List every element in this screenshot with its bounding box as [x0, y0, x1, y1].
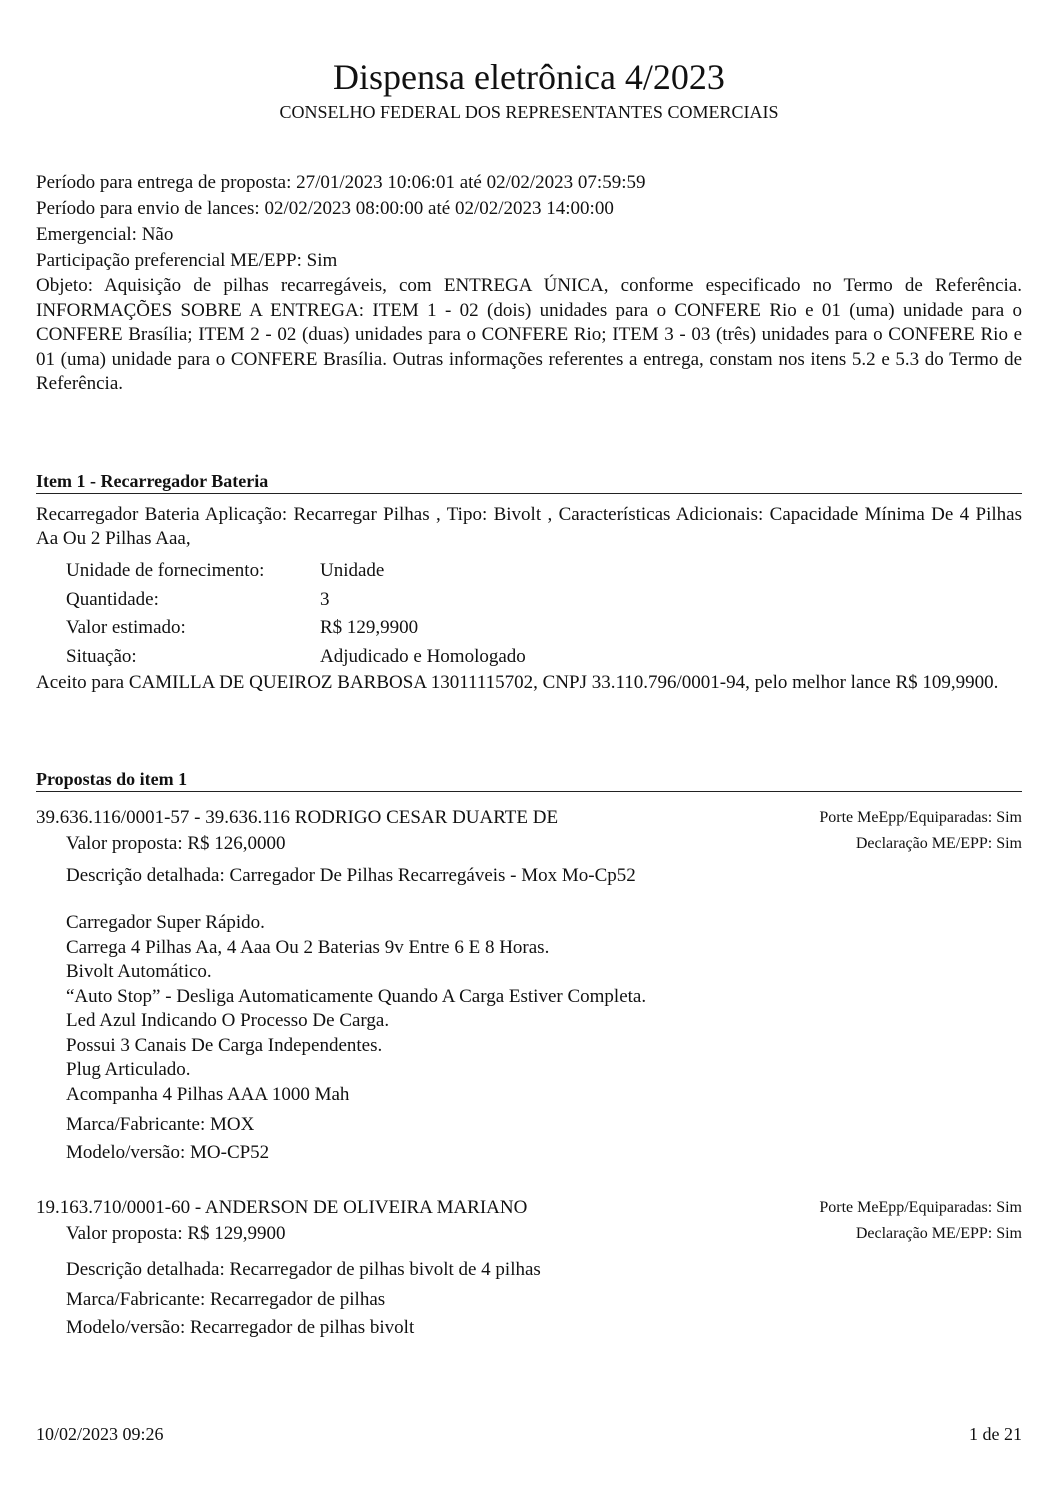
proposal-header-row — [36, 1195, 1022, 1221]
proposal-value-row — [36, 1221, 1022, 1247]
emergencial: Emergencial: Não — [36, 224, 174, 245]
field-label: Unidade de fornecimento: — [66, 560, 265, 581]
proposal-marca: Marca/Fabricante: MOX — [66, 1114, 255, 1135]
proposal-porte: Porte MeEpp/Equiparadas: Sim — [819, 809, 1022, 826]
proposal-marca: Marca/Fabricante: Recarregador de pilhas — [66, 1289, 386, 1310]
field-label: Valor estimado: — [66, 617, 186, 638]
item-heading: Item 1 - Recarregador Bateria — [36, 469, 1022, 494]
field-label: Situação: — [66, 645, 137, 667]
field-situacao — [36, 643, 1022, 672]
proposal-declaracao: Declaração ME/EPP: Sim — [855, 1225, 1022, 1242]
proposal-descricao: Descrição detalhada: Recarregador de pilhas bivolt de 4 pilhas — [66, 1259, 541, 1280]
field-value: Unidade — [320, 560, 385, 581]
proposal-header-row — [36, 805, 1022, 831]
field-quantidade — [36, 586, 1022, 615]
detail-line: Led Azul Indicando O Processo De Carga. — [66, 1010, 390, 1031]
page-number: 1 de 21 — [969, 1424, 1022, 1444]
field-valor-estimado — [36, 614, 1022, 643]
meta-section — [36, 170, 1022, 397]
detail-line: Bivolt Automático. — [66, 961, 212, 982]
page-footer — [36, 1422, 1022, 1446]
detail-line: Carrega 4 Pilhas Aa, 4 Aaa Ou 2 Baterias 9v Entre 6 E 8 Horas. — [66, 936, 550, 958]
proposal-card — [36, 1195, 1022, 1341]
field-label: Quantidade: — [66, 588, 159, 610]
detail-line: Plug Articulado. — [66, 1059, 191, 1080]
proposal-supplier: 39.636.116/0001-57 - 39.636.116 RODRIGO CESAR DUARTE DE — [36, 807, 559, 828]
footer-timestamp: 10/02/2023 09:26 — [36, 1424, 164, 1444]
proposal-descricao: Descrição detalhada: Carregador De Pilhas Recarregáveis - Mox Mo-Cp52 — [66, 865, 636, 886]
proposal-modelo: Modelo/versão: MO-CP52 — [66, 1142, 270, 1163]
proposal-valor: Valor proposta: R$ 126,0000 — [66, 833, 286, 854]
document-subtitle: CONSELHO FEDERAL DOS REPRESENTANTES COMERCIAIS — [279, 102, 779, 122]
field-value: R$ 129,9900 — [320, 617, 419, 638]
detail-line: Acompanha 4 Pilhas AAA 1000 Mah — [66, 1083, 350, 1105]
proposal-details — [36, 911, 1022, 1107]
proposal-porte: Porte MeEpp/Equiparadas: Sim — [819, 1199, 1022, 1216]
document-page — [36, 0, 1022, 1497]
item-description: Recarregador Bateria Aplicação: Recarregar Pilhas , Tipo: Bivolt , Características Adicionais: Capacidade Mínima De 4 Pilhas Aa Ou 2 Pilhas Aaa, — [36, 504, 1022, 549]
proposal-valor: Valor proposta: R$ 129,9900 — [66, 1223, 286, 1244]
field-unidade — [36, 557, 1022, 586]
periodo-proposta: Período para entrega de proposta: 27/01/2023 10:06:01 até 02/02/2023 07:59:59 — [36, 172, 646, 193]
objeto-text: Objeto: Aquisição de pilhas recarregáveis, com ENTREGA ÚNICA, conforme especificado no Termo de Referência. INFORMAÇÕES SOBRE A ENTREGA: ITEM 1 - 02 (dois) unidades para o CONFERE Rio e 01 (uma) unidade para o CONFERE Brasília; ITEM 2 - 02 (duas) unidades para o CONFERE Rio; ITEM 3 - 03 (três) unidades para o CONFERE Rio e 01 (uma) unidade para o CONFERE Brasília. Outras informações referentes a entrega, constam nos itens 5.2 e 5.3 do Termo de Referência. — [36, 275, 1022, 394]
proposals-heading: Propostas do item 1 — [36, 767, 1022, 792]
proposal-value-row — [36, 831, 1022, 857]
proposal-declaracao: Declaração ME/EPP: Sim — [855, 835, 1022, 852]
participacao-preferencial: Participação preferencial ME/EPP: Sim — [36, 250, 338, 271]
periodo-lances: Período para envio de lances: 02/02/2023 08:00:00 até 02/02/2023 14:00:00 — [36, 198, 614, 219]
item-section — [36, 503, 1022, 695]
aceito-text: Aceito para CAMILLA DE QUEIROZ BARBOSA 13011115702, CNPJ 33.110.796/0001-94, pelo melhor lance R$ 109,9900. — [36, 672, 999, 693]
field-value: Adjudicado e Homologado — [320, 645, 526, 667]
detail-line: Possui 3 Canais De Carga Independentes. — [66, 1034, 383, 1056]
detail-line: Carregador Super Rápido. — [66, 912, 265, 933]
field-value: 3 — [320, 588, 330, 610]
document-title: Dispensa eletrônica 4/2023 — [333, 57, 725, 97]
proposal-supplier: 19.163.710/0001-60 - ANDERSON DE OLIVEIRA MARIANO — [36, 1197, 528, 1218]
proposal-modelo: Modelo/versão: Recarregador de pilhas bivolt — [66, 1317, 415, 1338]
detail-line: “Auto Stop” - Desliga Automaticamente Quando A Carga Estiver Completa. — [66, 985, 647, 1007]
proposal-card — [36, 805, 1022, 1167]
